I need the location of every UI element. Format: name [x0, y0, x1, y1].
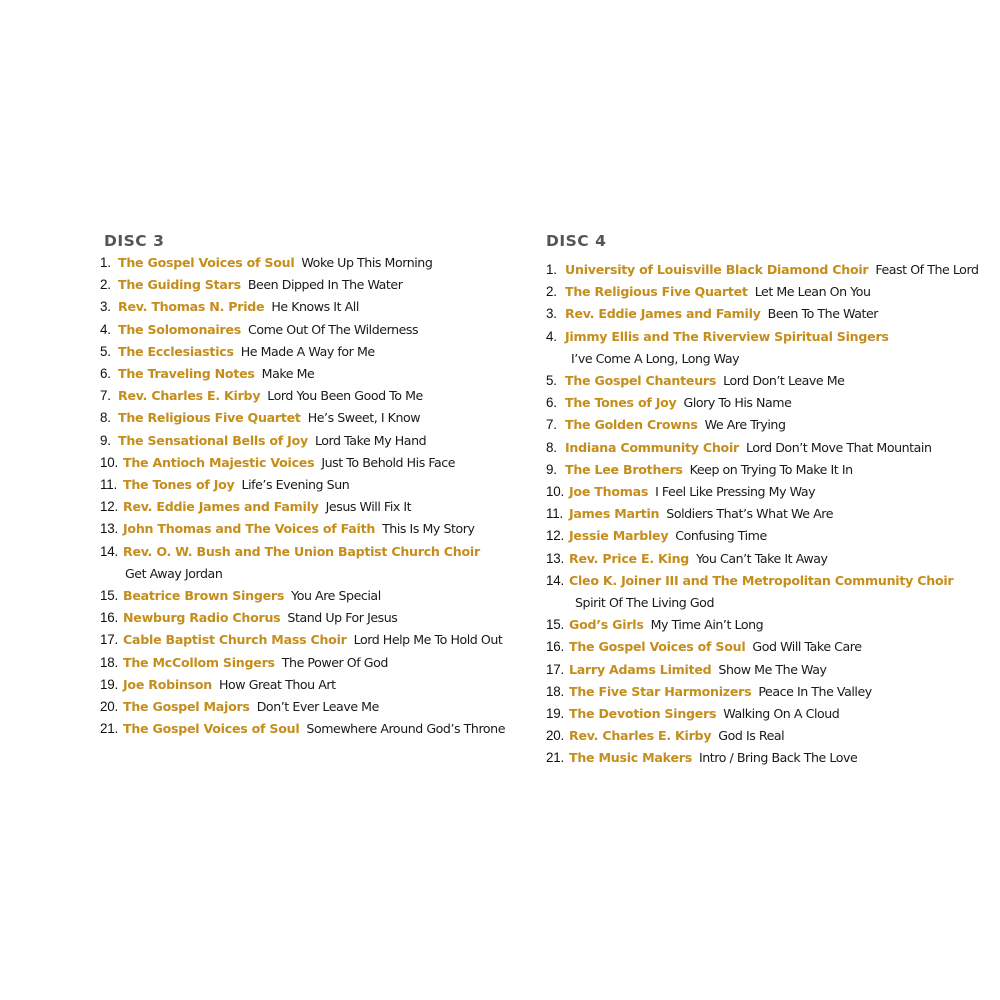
- track-title: I’ve Come A Long, Long Way: [571, 350, 740, 366]
- track-number: 20.: [546, 728, 565, 744]
- track-title: He’s Sweet, I Know: [307, 410, 421, 426]
- track-artist: The Ecclesiastics: [118, 343, 234, 359]
- track-row: [546, 326, 986, 370]
- track-title: Soldiers That’s What We Are: [666, 506, 834, 522]
- track-artist: The Gospel Voices of Soul: [123, 721, 300, 737]
- track-number: 12.: [100, 499, 119, 515]
- track-title: Feast Of The Lord: [875, 262, 979, 277]
- track-number: 17.: [100, 632, 119, 648]
- track-title: Lord Take My Hand: [314, 432, 427, 448]
- track-title: I Feel Like Pressing My Way: [655, 484, 816, 500]
- track-artist: Beatrice Brown Singers: [123, 588, 285, 604]
- track-artist: Jessie Marbley: [569, 528, 669, 544]
- track-artist: The Sensational Bells of Joy: [118, 432, 308, 448]
- track-number: 10.: [546, 484, 565, 500]
- track-artist: Joe Thomas: [569, 484, 649, 500]
- track-artist: Newburg Radio Chorus: [123, 610, 281, 626]
- track-row: [100, 430, 520, 452]
- track-row: [546, 370, 986, 392]
- track-artist: The Gospel Majors: [123, 699, 250, 715]
- track-number: 8.: [100, 410, 111, 426]
- track-title: My Time Ain’t Long: [650, 617, 764, 633]
- track-number: 2.: [100, 277, 111, 293]
- track-number: 19.: [546, 706, 565, 722]
- track-number: 12.: [546, 528, 565, 544]
- track-artist: Larry Adams Limited: [569, 661, 712, 677]
- track-row: [546, 659, 986, 681]
- track-artist: Rev. O. W. Bush and The Union Baptist Church Choir: [123, 543, 480, 559]
- track-number: 4.: [100, 321, 111, 337]
- track-title: Let Me Lean On You: [754, 284, 871, 300]
- track-artist: Cleo K. Joiner III and The Metropolitan Community Choir: [569, 572, 954, 588]
- track-artist: University of Louisville Black Diamond Choir: [565, 262, 869, 277]
- track-artist: The Tones of Joy: [123, 477, 235, 493]
- track-row: [546, 703, 986, 725]
- track-number: 18.: [546, 683, 565, 699]
- track-artist: The Antioch Majestic Voices: [123, 454, 315, 470]
- track-row: [546, 281, 986, 303]
- track-artist: Joe Robinson: [123, 676, 213, 692]
- track-number: 9.: [100, 432, 111, 448]
- track-artist: The Lee Brothers: [565, 461, 683, 477]
- track-number: 11.: [546, 506, 564, 522]
- track-title: Lord You Been Good To Me: [267, 388, 423, 404]
- track-title: Stand Up For Jesus: [287, 610, 398, 626]
- track-number: 6.: [546, 395, 557, 411]
- track-row: [546, 259, 986, 281]
- track-row: [546, 525, 986, 547]
- track-number: 7.: [546, 417, 557, 433]
- track-number: 14.: [100, 543, 119, 559]
- track-title: Spirit Of The Living God: [575, 595, 714, 611]
- track-title: Woke Up This Morning: [301, 255, 433, 270]
- track-row: [100, 496, 520, 518]
- track-row: [100, 252, 520, 274]
- track-title: Somewhere Around God’s Throne: [306, 721, 505, 737]
- track-title: How Great Thou Art: [219, 676, 336, 692]
- track-row: [100, 407, 520, 429]
- track-list: [100, 252, 520, 740]
- track-artist: John Thomas and The Voices of Faith: [123, 521, 376, 537]
- track-artist: The Guiding Stars: [118, 277, 241, 293]
- track-artist: James Martin: [569, 506, 660, 522]
- track-title: Peace In The Valley: [758, 683, 872, 699]
- track-number: 8.: [546, 439, 557, 455]
- track-number: 7.: [100, 388, 111, 404]
- track-title: The Power Of God: [281, 654, 388, 670]
- track-title: Just To Behold His Face: [321, 454, 456, 470]
- track-title: Come Out Of The Wilderness: [247, 321, 419, 337]
- track-artist: The Gospel Chanteurs: [565, 373, 717, 389]
- disc-4-tracklist: [546, 230, 986, 770]
- track-row: [546, 725, 986, 747]
- track-row: [546, 548, 986, 570]
- track-row: [100, 363, 520, 385]
- track-number: 9.: [546, 461, 557, 477]
- track-number: 14.: [546, 572, 565, 588]
- track-list: [546, 259, 986, 770]
- track-number: 6.: [100, 366, 111, 382]
- track-number: 4.: [546, 328, 557, 344]
- track-title: Don’t Ever Leave Me: [256, 699, 379, 715]
- track-artist: God’s Girls: [569, 617, 644, 633]
- track-title: You Can’t Take It Away: [696, 550, 828, 566]
- track-title: Jesus Will Fix It: [325, 499, 412, 515]
- track-artist: The Five Star Harmonizers: [569, 683, 752, 699]
- track-artist: The Gospel Voices of Soul: [118, 255, 295, 270]
- track-row: [100, 452, 520, 474]
- track-artist: Indiana Community Choir: [565, 439, 739, 455]
- track-row: [100, 585, 520, 607]
- track-artist: The Devotion Singers: [569, 706, 717, 722]
- track-artist: Cable Baptist Church Mass Choir: [123, 632, 347, 648]
- track-number: 3.: [100, 299, 111, 315]
- track-row: [546, 614, 986, 636]
- track-row: [100, 296, 520, 318]
- track-number: 3.: [546, 306, 557, 322]
- track-row: [100, 652, 520, 674]
- track-row: [546, 747, 986, 769]
- track-number: 21.: [100, 721, 119, 737]
- track-artist: The Religious Five Quartet: [118, 410, 301, 426]
- track-artist: Rev. Charles E. Kirby: [569, 728, 712, 744]
- track-row: [546, 414, 986, 436]
- track-title: Glory To His Name: [683, 395, 792, 411]
- track-number: 1.: [546, 262, 557, 277]
- track-number: 15.: [100, 588, 119, 604]
- track-number: 20.: [100, 699, 119, 715]
- track-title: He Knows It All: [271, 299, 359, 315]
- track-title: Intro / Bring Back The Love: [698, 750, 858, 766]
- track-artist: The Gospel Voices of Soul: [569, 639, 746, 655]
- track-title: Lord Help Me To Hold Out: [353, 632, 503, 648]
- track-row: [100, 674, 520, 696]
- track-title: Been To The Water: [767, 306, 879, 322]
- track-artist: Rev. Eddie James and Family: [123, 499, 319, 515]
- track-number: 11.: [100, 477, 118, 493]
- track-row: [546, 481, 986, 503]
- track-row: [100, 607, 520, 629]
- track-title: This Is My Story: [382, 521, 475, 537]
- track-artist: The Tones of Joy: [565, 395, 677, 411]
- track-artist: Jimmy Ellis and The Riverview Spiritual Singers: [565, 328, 889, 344]
- track-number: 16.: [546, 639, 565, 655]
- track-number: 17.: [546, 661, 565, 677]
- track-number: 13.: [546, 550, 565, 566]
- track-row: [100, 341, 520, 363]
- track-row: [100, 474, 520, 496]
- track-number: 10.: [100, 454, 119, 470]
- track-number: 16.: [100, 610, 119, 626]
- track-row: [546, 437, 986, 459]
- track-row: [546, 681, 986, 703]
- track-row: [100, 718, 520, 740]
- track-artist: The Solomonaires: [118, 321, 241, 337]
- track-title: Lord Don’t Move That Mountain: [745, 439, 932, 455]
- track-title-line: [546, 592, 986, 614]
- track-row: [546, 303, 986, 325]
- track-title: You Are Special: [291, 588, 381, 604]
- track-title-line: [100, 563, 520, 585]
- disc-title: DISC 3: [104, 232, 165, 250]
- track-row: [100, 629, 520, 651]
- track-title: Been Dipped In The Water: [247, 277, 403, 293]
- track-row: [546, 392, 986, 414]
- track-title: We Are Trying: [704, 417, 786, 433]
- track-title: Get Away Jordan: [125, 565, 223, 581]
- track-title: God Will Take Care: [752, 639, 862, 655]
- track-row: [100, 541, 520, 585]
- track-number: 19.: [100, 676, 119, 692]
- track-number: 5.: [100, 343, 111, 359]
- track-number: 21.: [546, 750, 565, 766]
- track-number: 15.: [546, 617, 565, 633]
- track-artist: Rev. Charles E. Kirby: [118, 388, 261, 404]
- track-number: 5.: [546, 373, 557, 389]
- track-number: 1.: [100, 255, 111, 270]
- track-artist: Rev. Price E. King: [569, 550, 690, 566]
- track-title: Walking On A Cloud: [723, 706, 840, 722]
- track-artist: The Religious Five Quartet: [565, 284, 748, 300]
- track-row: [546, 570, 986, 614]
- track-row: [100, 319, 520, 341]
- disc-title: DISC 4: [546, 232, 607, 250]
- track-number: 2.: [546, 284, 557, 300]
- track-row: [546, 503, 986, 525]
- track-artist: The Music Makers: [569, 750, 692, 766]
- track-artist: The McCollom Singers: [123, 654, 275, 670]
- track-title: Keep on Trying To Make It In: [689, 461, 853, 477]
- track-number: 13.: [100, 521, 119, 537]
- track-artist: Rev. Eddie James and Family: [565, 306, 761, 322]
- track-title: God Is Real: [718, 728, 785, 744]
- track-title: Lord Don’t Leave Me: [723, 373, 845, 389]
- track-title: Show Me The Way: [718, 661, 827, 677]
- track-artist: Rev. Thomas N. Pride: [118, 299, 265, 315]
- track-row: [546, 459, 986, 481]
- disc-3-tracklist: [100, 230, 520, 740]
- track-artist: The Golden Crowns: [565, 417, 698, 433]
- track-title-line: [546, 348, 986, 370]
- track-title: Make Me: [261, 366, 315, 382]
- track-row: [100, 696, 520, 718]
- track-artist: The Traveling Notes: [118, 366, 255, 382]
- track-number: 18.: [100, 654, 119, 670]
- track-title: Confusing Time: [675, 528, 767, 544]
- track-title: He Made A Way for Me: [240, 343, 375, 359]
- track-row: [100, 385, 520, 407]
- track-title: Life’s Evening Sun: [241, 477, 350, 493]
- track-row: [546, 636, 986, 658]
- track-row: [100, 518, 520, 540]
- track-row: [100, 274, 520, 296]
